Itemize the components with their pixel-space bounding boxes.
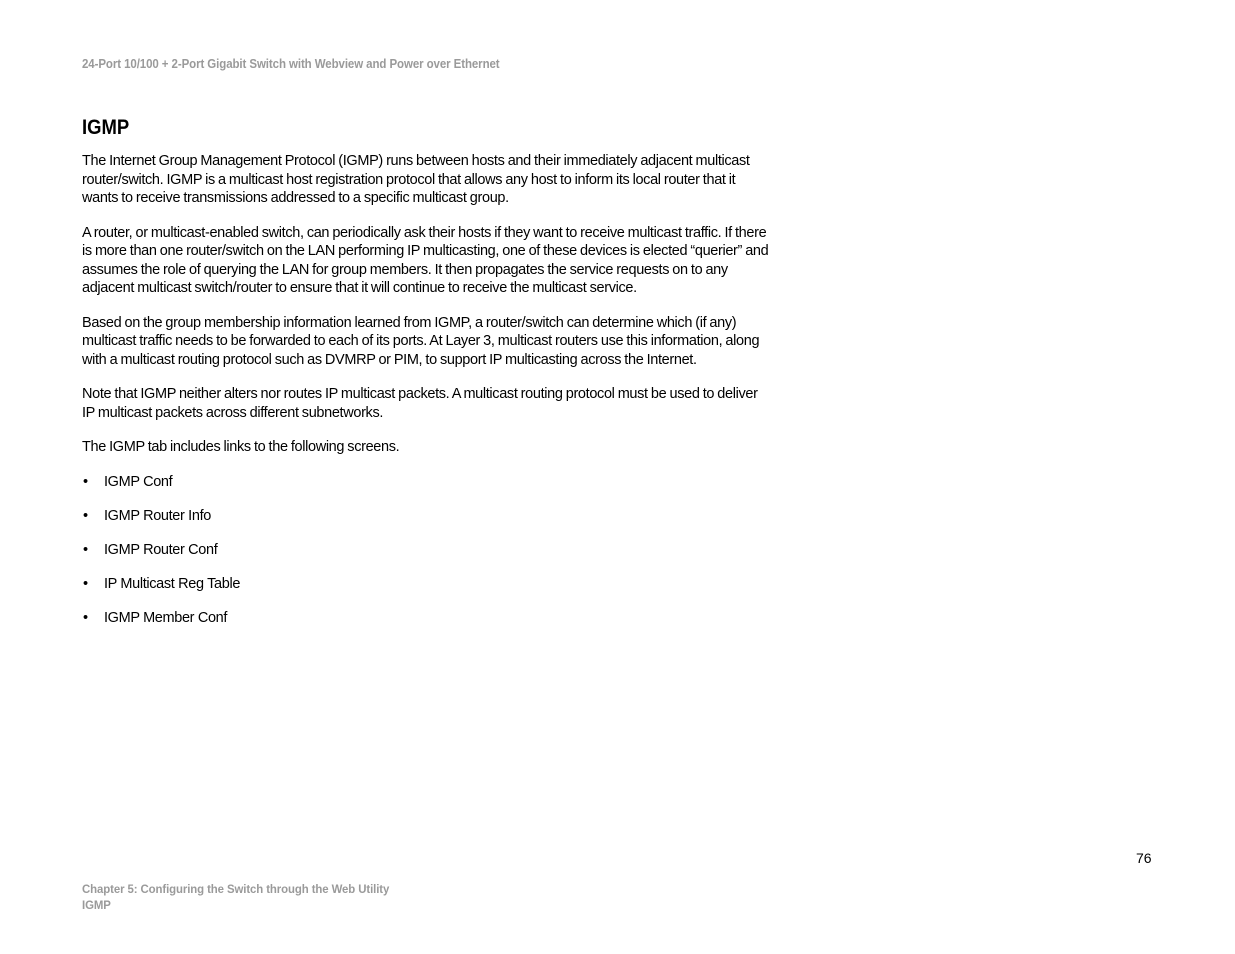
bullet-icon: • [83,609,88,626]
footer-chapter: Chapter 5: Configuring the Switch through the Web Utility [82,882,390,896]
running-footer [82,881,389,913]
section-title: IGMP [82,116,130,139]
paragraph-note: Note that IGMP neither alters nor routes IP multicast packets. A multicast routing protocol must be used to deliver IP multicast packets across different subnetworks. [82,386,758,421]
list-item-label: IGMP Conf [104,473,173,490]
bullet-icon: • [83,507,88,524]
list-item-label: IGMP Router Conf [104,541,218,558]
document-body [82,114,772,643]
bullet-icon: • [83,575,88,592]
screen-links-list [82,473,772,628]
list-item-label: IGMP Router Info [104,507,211,524]
list-item [82,609,772,628]
list-item-label: IP Multicast Reg Table [104,575,241,592]
page-number: 76 [1136,850,1152,866]
list-item [82,541,772,560]
footer-section: IGMP [82,898,111,912]
paragraph-links-intro: The IGMP tab includes links to the following screens. [82,439,400,455]
list-item [82,507,772,526]
list-item-label: IGMP Member Conf [104,609,228,626]
paragraph-querier: A router, or multicast-enabled switch, can periodically ask their hosts if they want to receive multicast traffic. If there is more than one router/switch on the LAN performing IP multicasting, one of these devices is elected “querier” and assumes the role of querying the LAN for group members. It then propagates the service requests on to any adjacent multicast switch/router to ensure that it will continue to receive the multicast service. [82,224,769,296]
running-header: 24-Port 10/100 + 2-Port Gigabit Switch with Webview and Power over Ethernet [82,57,500,71]
bullet-icon: • [83,541,88,558]
paragraph-intro: The Internet Group Management Protocol (IGMP) runs between hosts and their immediately adjacent multicast router/switch. IGMP is a multicast host registration protocol that allows any host to inform its local router that it wants to receive transmissions addressed to a specific multicast group. [82,153,750,206]
list-item [82,473,772,492]
bullet-icon: • [83,473,88,490]
list-item [82,575,772,594]
paragraph-membership: Based on the group membership information learned from IGMP, a router/switch can determine which (if any) multicast traffic needs to be forwarded to each of its ports. At Layer 3, multicast routers use this information, along with a multicast routing protocol such as DVMRP or PIM, to support IP multicasting across the Internet. [82,314,760,368]
